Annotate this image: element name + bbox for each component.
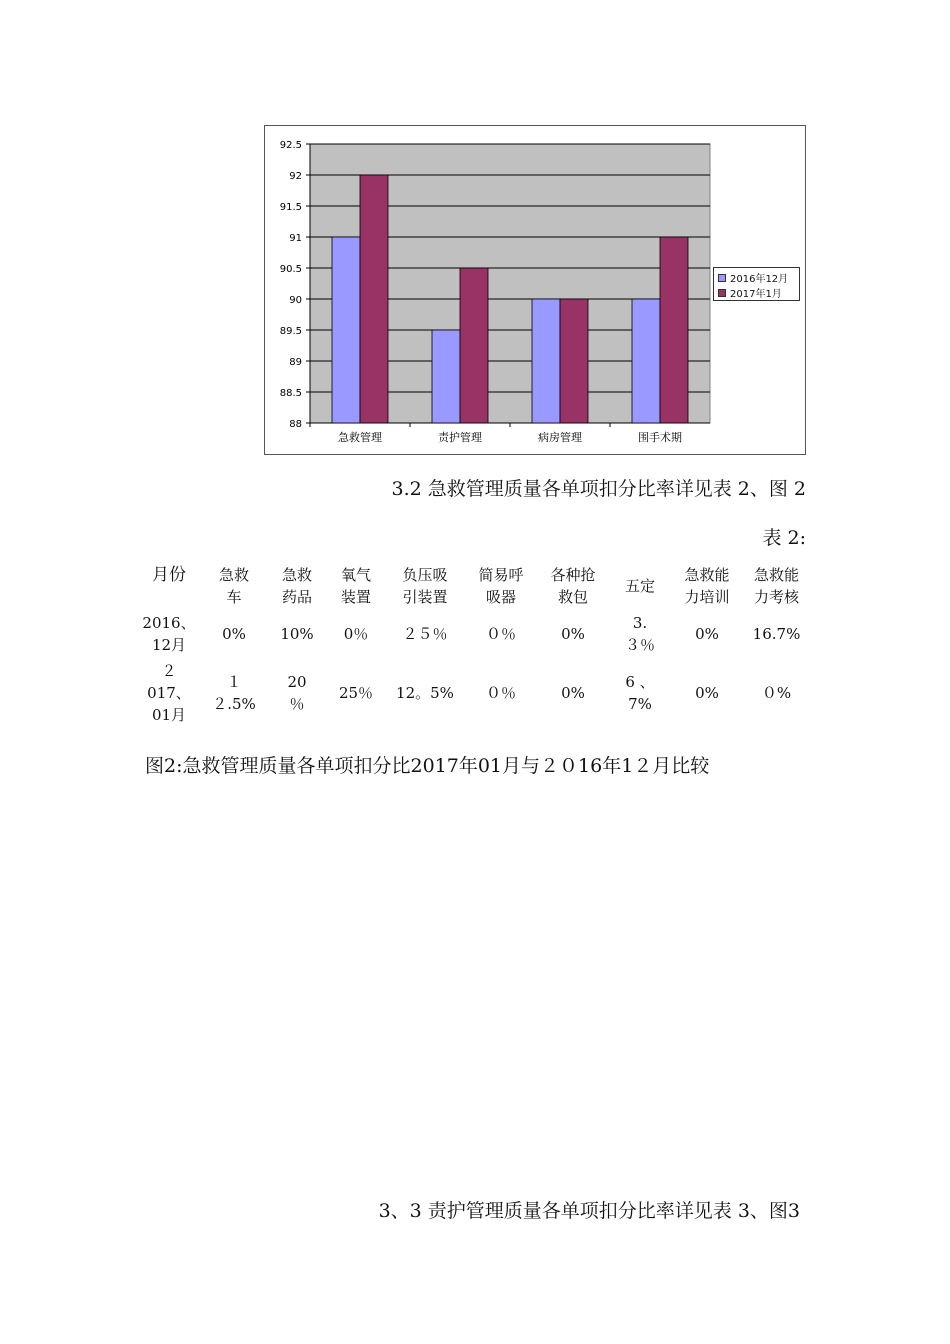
legend-label-series-2: 2017年1月 <box>730 289 782 300</box>
table-cell: 0% <box>695 684 719 702</box>
y-tick-label: 89 <box>289 357 302 368</box>
table-cell: 20 ％ <box>287 673 307 713</box>
bar-2-3 <box>560 299 588 423</box>
y-tick-label: 89.5 <box>279 326 302 337</box>
table-cell: 0% <box>561 684 585 702</box>
table-cell: 16.7% <box>752 625 801 643</box>
y-tick-label: 90.5 <box>279 264 302 275</box>
table-cell: ０% <box>761 684 792 702</box>
table-label: 表 2: <box>762 527 806 549</box>
table-2 <box>137 562 810 728</box>
table-cell: 25％ <box>338 684 374 702</box>
table-row <box>137 658 810 728</box>
header-cart: 急救 车 <box>218 566 249 606</box>
bar-1-4 <box>632 299 660 423</box>
bar-chart <box>264 125 806 455</box>
legend-swatch-series-1 <box>718 274 726 282</box>
table-cell: 0% <box>561 625 585 643</box>
y-tick-label: 92 <box>289 171 302 182</box>
x-tick-label: 围手术期 <box>638 431 682 444</box>
bar-1-2 <box>432 330 460 423</box>
table-header-row <box>137 562 810 610</box>
header-month: 月份 <box>152 565 186 585</box>
header-assessment: 急救能 力考核 <box>753 566 799 606</box>
y-tick-label: 91 <box>289 233 302 244</box>
bar-2-4 <box>660 237 688 423</box>
legend-item-series-1 <box>718 270 799 285</box>
table-cell: 3. ３％ <box>624 614 655 654</box>
header-oxygen: 氧气 装置 <box>340 566 371 606</box>
bar-2-1 <box>360 175 388 423</box>
table-cell: 0% <box>695 625 719 643</box>
header-resuscitator: 简易呼 吸器 <box>478 566 524 606</box>
table-cell: ０％ <box>485 625 516 643</box>
bar-1-3 <box>532 299 560 423</box>
legend-item-series-2 <box>718 285 799 300</box>
table-cell: ２ 017、 01月 <box>147 662 191 724</box>
figure-caption: 图2:急救管理质量各单项扣分比2017年01月与２０16年1２月比较 <box>145 755 710 777</box>
header-rescue-kits: 各种抢 救包 <box>550 566 596 606</box>
header-drugs: 急救 药品 <box>281 566 312 606</box>
section-heading-3-2: 3.2 急救管理质量各单项扣分比率详见表 2、图 2 <box>391 478 806 500</box>
table-cell: 10% <box>280 625 314 643</box>
x-tick-label: 责护管理 <box>438 431 482 444</box>
y-tick-label: 90 <box>289 295 302 306</box>
bar-2-2 <box>460 268 488 423</box>
chart-legend <box>713 267 800 301</box>
table-cell: 0％ <box>343 625 369 643</box>
x-tick-label: 病房管理 <box>538 431 582 444</box>
y-tick-label: 92.5 <box>279 140 302 151</box>
table-cell: 0% <box>222 625 246 643</box>
y-tick-label: 88.5 <box>279 388 302 399</box>
header-suction: 负压吸 引装置 <box>402 566 448 606</box>
table-cell: ２５％ <box>402 625 448 643</box>
bar-1-1 <box>332 237 360 423</box>
table-cell: 12。5% <box>396 684 454 702</box>
header-training: 急救能 力培训 <box>684 566 730 606</box>
table-cell: 2016、 12月 <box>142 614 196 654</box>
table-cell: １ ２.5% <box>212 673 256 713</box>
section-heading-3-3: 3、3 责护管理质量各单项扣分比率详见表 3、图3 <box>378 1200 800 1222</box>
y-tick-label: 88 <box>289 419 302 430</box>
y-tick-label: 91.5 <box>279 202 302 213</box>
table-cell: ０％ <box>485 684 516 702</box>
table-row <box>137 610 810 658</box>
legend-swatch-series-2 <box>718 289 726 297</box>
header-five-fixed: 五定 <box>624 577 655 595</box>
table-cell: 6 、 7% <box>625 673 655 713</box>
x-tick-label: 急救管理 <box>338 431 382 444</box>
legend-label-series-1: 2016年12月 <box>730 274 789 285</box>
